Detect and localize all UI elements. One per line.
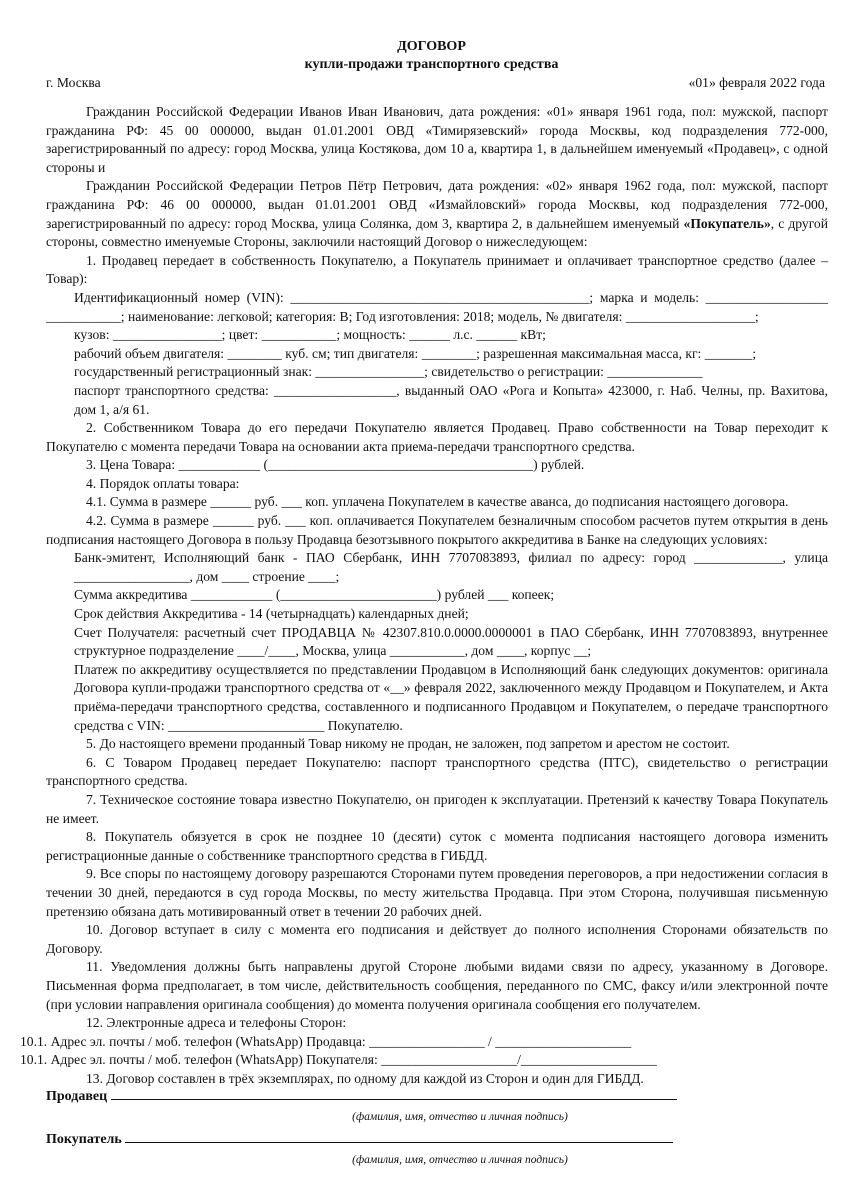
clause-11: 11. Уведомления должны быть направлены другой Стороне любыми видами связи по адресу, указанному в Договоре. Письменная форма предполагает, в том числе, действительность сообщения, переданного по СМС, факсу и/или электронной почте (при условии направления оригинала сообщения) до момента получения оригинала сообщения его получателем. (46, 959, 828, 1012)
contract-date: «01» февраля 2022 года (688, 75, 825, 90)
buyer-signature-block (46, 1130, 826, 1150)
recipient-account: Счет Получателя: расчетный счет ПРОДАВЦА № 42307.810.0.0000.0000001 в ПАО Сбербанк, ИНН 7707083893, внутреннее структурное подразделение ____/____, Москва, улица ___________, дом ____, корпус __; (74, 624, 828, 659)
seller-label: Продавец (46, 1089, 108, 1104)
seller-party: Гражданин Российской Федерации Иванов Иван Иванович, дата рождения: «01» января 1961 года, пол: мужской, паспорт гражданина РФ: 45 00 000000, выдан 01.01.2001 ОВД «Тимирязевский» города Москвы, код подразделения 772-000, зарегистрированный по адресу: город Москва, улица Костякова, дом 10 а, квартира 1, в дальнейшем именуемый «Продавец», с одной стороны и (46, 104, 828, 175)
clause-5: 5. До настоящего времени проданный Товар никому не продан, не заложен, под запретом и арестом не состоит. (86, 736, 730, 752)
clause-4-1: 4.1. Сумма в размере ______ руб. ___ коп. уплачена Покупателем в качестве аванса, до подписания настоящего договора. (86, 494, 789, 510)
clause-4-2: 4.2. Сумма в размере ______ руб. ___ коп. оплачивается Покупателем безналичным способом расчетов путем открытия в день подписания настоящего Договора в пользу Продавца безотзывного покрытого аккредитива в Банке на следующих условиях: (46, 513, 828, 547)
credit-term-line: Срок действия Аккредитива - 14 (четырнадцать) календарных дней; (74, 606, 469, 622)
seller-signature-line[interactable] (111, 1087, 677, 1100)
seller-signature-caption: (фамилия, имя, отчество и личная подпись) (352, 1111, 568, 1123)
payment-conditions: Платеж по аккредитиву осуществляется по представлении Продавцом в Исполняющий банк следующих документов: оригинала Договора купли-продажи транспортного средства от «__» февраля 2022, заключенного между Продавцом и Покупателем, и Акта приёма-передачи транспортного средства, составленного и подписанного Продавцом и Покупателем, о передаче транспортного средства с VIN: _______________________ Покупателю. (74, 661, 828, 733)
clause-6: 6. С Товаром Продавец передает Покупателю: паспорт транспортного средства (ПТС), свидетельство о регистрации транспортного средства. (46, 754, 828, 789)
buyer-signature-caption: (фамилия, имя, отчество и личная подпись) (352, 1154, 568, 1166)
bank-street-line: _________________, дом ____ строение ____; (74, 568, 340, 584)
buyer-party-text: Гражданин Российской Федерации Петров Пётр Петрович, дата рождения: «02» января 1962 года, пол: мужской, паспорт гражданина РФ: 46 00 000000, выдан 01.01.2001 ОВД «Измайловский» города Москвы, код подразделения 772-000, зарегистрированный по адресу: город Москва, улица Солянка, дом 3, квартира 2, в дальнейшем именуемый (46, 178, 828, 231)
clause-8: 8. Покупатель обязуется в срок не позднее 10 (десяти) суток с момента подписания настоящего договора изменить регистрационные данные о собственнике транспортного средства в ГИБДД. (46, 829, 828, 863)
seller-signature-block (46, 1087, 826, 1107)
buyer-contacts: 10.1. Адрес эл. почты / моб. телефон (WhatsApp) Покупателя: ____________________/____________________ (20, 1052, 657, 1068)
vehicle-vin-line: Идентификационный номер (VIN): ____________________________________________; марка и модель: __________________ (74, 289, 828, 305)
clause-10: 10. Договор вступает в силу с момента его подписания и действует до полного исполнения Сторонами обязательств по Договору. (46, 922, 828, 956)
buyer-party-end: , с другой стороны, совместно именуемые Стороны, заключили настоящий Договор о нижеследующем: (46, 215, 828, 250)
vehicle-pts-line: паспорт транспортного средства: __________________, выданный ОАО «Рога и Копыта» 423000, г. Наб. Челны, пр. Вахитова, дом 1, а/я 61. (74, 382, 828, 417)
clause-4: 4. Порядок оплаты товара: (86, 475, 240, 491)
vehicle-body-line: кузов: ________________; цвет: ___________; мощность: ______ л.с. ______ кВт; (74, 327, 546, 343)
clause-9: 9. Все споры по настоящему договору разрешаются Сторонами путем проведения переговоров, а при недостижении согласия в течении 30 дней, передаются в суд города Москвы, по месту жительства Продавца. При этом Сторона, получившая письменную претензию обязана дать мотивированный ответ в течении 20 рабочих дней. (46, 866, 828, 919)
seller-contacts: 10.1. Адрес эл. почты / моб. телефон (WhatsApp) Продавца: _________________ / ____________________ (20, 1033, 632, 1049)
clause-7: 7. Техническое состояние товара известно Покупателю, он пригоден к эксплуатации. Претензий к качеству Товара Покупатель не имеет. (46, 791, 828, 826)
buyer-signature-line[interactable] (125, 1130, 673, 1143)
clause-2: 2. Собственником Товара до его передачи Покупателю является Продавец. Право собственности на Товар переходит к Покупателю с момента передачи Товара на основании акта приема-передачи транспортного средства. (46, 420, 828, 454)
document-subtitle: купли-продажи транспортного средства (304, 57, 559, 72)
buyer-party (46, 177, 828, 251)
credit-amount-line: Сумма аккредитива ____________ (_______________________) рублей ___ копеек; (74, 587, 555, 603)
clause-12: 12. Электронные адреса и телефоны Сторон: (86, 1015, 347, 1031)
vehicle-plate-line: государственный регистрационный знак: ________________; свидетельство о регистрации: ______________ (74, 364, 703, 380)
vehicle-type-line: ___________; наименование: легковой; категория: В; Год изготовления: 2018; модель, № двигателя: ___________________; (46, 308, 759, 324)
vehicle-engine-line: рабочий объем двигателя: ________ куб. см; тип двигателя: ________; разрешенная максимальная масса, кг: _______; (74, 345, 757, 361)
buyer-term: «Покупатель» (683, 215, 771, 231)
clause-13: 13. Договор составлен в трёх экземплярах, по одному для каждой из Сторон и один для ГИБДД. (86, 1070, 644, 1086)
document-title: ДОГОВОР (397, 39, 466, 54)
clause-3: 3. Цена Товара: ____________ (_______________________________________) рублей. (86, 457, 585, 473)
buyer-label: Покупатель (46, 1132, 122, 1147)
clause-1: 1. Продавец передает в собственность Покупателю, а Покупатель принимает и оплачивает транспортное средство (далее – Товар): (46, 252, 828, 287)
city: г. Москва (46, 75, 101, 90)
place-date-row (46, 74, 825, 93)
bank-issuer-line: Банк-эмитент, Исполняющий банк - ПАО Сбербанк, ИНН 7707083893, филиал по адресу: город _____________, улица (74, 550, 828, 566)
contract-body (20, 103, 828, 1088)
